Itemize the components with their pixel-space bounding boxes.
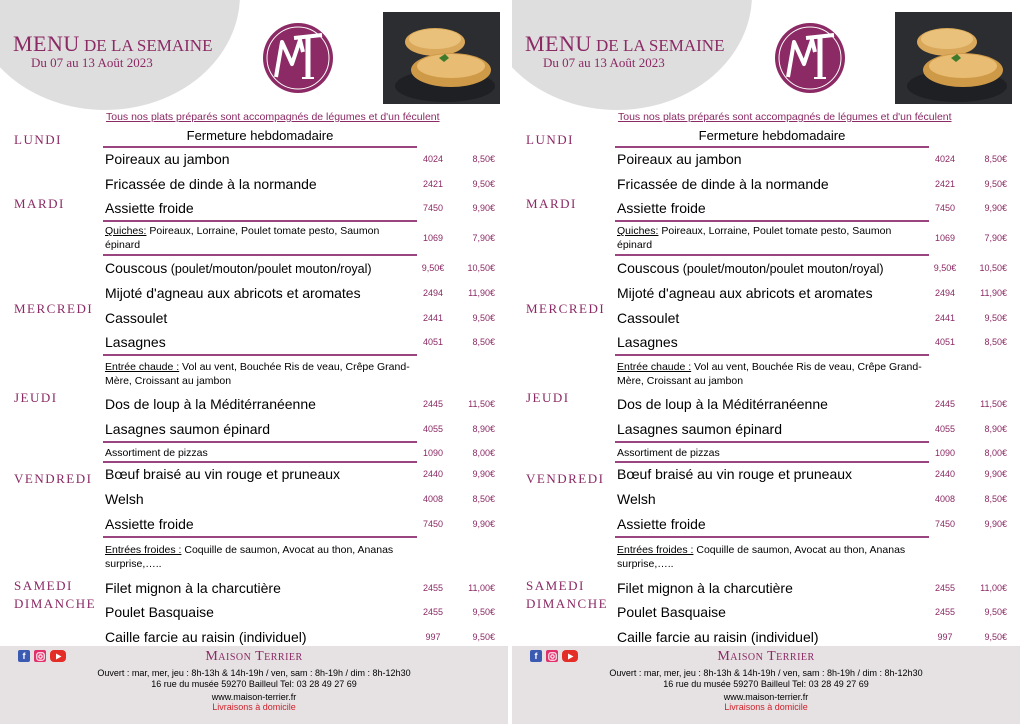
- item-code: 2445: [934, 399, 956, 409]
- item-price: 9,90€: [984, 519, 1007, 529]
- item-code: 7450: [422, 203, 444, 213]
- intro-note: Tous nos plats préparés sont accompagnés de légumes et d'un féculent: [106, 111, 440, 123]
- menu-item: Mijoté d'agneau aux abricots et aromates: [617, 285, 873, 301]
- day-jeudi: JEUDI: [14, 390, 58, 405]
- day-dimanche: DIMANCHE: [14, 596, 97, 611]
- menu-item-entrees-froides: [105, 543, 415, 571]
- menu-item: Poulet Basquaise: [105, 604, 214, 620]
- footer-website[interactable]: www.maison-terrier.fr: [723, 692, 809, 702]
- item-separator: [103, 461, 417, 463]
- item-code: 9,50€: [933, 263, 957, 273]
- footer-address: 16 rue du musée 59270 Bailleul Tel: 03 28 49 27 69: [663, 679, 869, 689]
- item-code: 4008: [422, 494, 444, 504]
- menu-item-quiches: [617, 224, 927, 252]
- item-price: 7,90€: [984, 233, 1007, 243]
- item-price: 9,50€: [984, 607, 1007, 617]
- menu-item: Lasagnes: [617, 334, 678, 350]
- menu-item: [105, 260, 415, 278]
- day-samedi: SAMEDI: [14, 578, 73, 593]
- item-code: 2494: [934, 288, 956, 298]
- menu-item: Poireaux au jambon: [617, 151, 742, 167]
- item-code: 2441: [422, 313, 444, 323]
- footer-delivery: Livraisons à domicile: [724, 702, 808, 712]
- day-mercredi: MERCREDI: [526, 301, 606, 316]
- item-description: Coquille de saumon, Avocat au thon, Ananas surprise,…..: [617, 544, 906, 570]
- menu-item: Assiette froide: [105, 516, 194, 532]
- item-price: 11,50€: [980, 399, 1007, 409]
- item-code: 2421: [934, 179, 956, 189]
- item-code: 997: [425, 632, 441, 642]
- item-code: 2445: [422, 399, 444, 409]
- menu-item: Welsh: [617, 491, 656, 507]
- item-separator: [615, 220, 929, 222]
- menu-page-right: [512, 0, 1020, 724]
- day-separator: [103, 441, 417, 443]
- menu-item: Assortiment de pizzas: [617, 447, 720, 459]
- maison-terrier-logo: [262, 22, 334, 94]
- dish-photo: [895, 12, 1012, 104]
- menu-item-entree-chaude: [105, 360, 415, 388]
- item-price: 8,50€: [472, 154, 495, 164]
- footer: [0, 646, 508, 724]
- day-separator: [615, 441, 929, 443]
- day-samedi: SAMEDI: [526, 578, 585, 593]
- closure-notice: Fermeture hebdomadaire: [186, 128, 334, 143]
- menu-item: Assiette froide: [617, 516, 706, 532]
- menu-item: Assiette froide: [105, 200, 194, 216]
- item-code: 4008: [934, 494, 956, 504]
- item-price: 8,50€: [984, 494, 1007, 504]
- menu-title: MENU DE LA SEMAINE: [525, 31, 725, 56]
- item-price: 8,50€: [984, 154, 1007, 164]
- item-price: 8,90€: [984, 424, 1007, 434]
- day-dimanche: DIMANCHE: [526, 596, 609, 611]
- footer-address: 16 rue du musée 59270 Bailleul Tel: 03 28 49 27 69: [151, 679, 357, 689]
- facebook-icon[interactable]: f: [18, 650, 30, 662]
- menu-item: Fricassée de dinde à la normande: [105, 176, 317, 192]
- item-separator: [103, 220, 417, 222]
- item-code: 7450: [422, 519, 444, 529]
- item-code: 4024: [934, 154, 956, 164]
- item-price: 9,90€: [984, 469, 1007, 479]
- menu-item: Mijoté d'agneau aux abricots et aromates: [105, 285, 361, 301]
- item-code: 4055: [422, 424, 444, 434]
- item-price: 8,00€: [984, 448, 1007, 458]
- day-separator: [103, 146, 417, 148]
- item-price: 9,90€: [472, 519, 495, 529]
- menu-item: Assortiment de pizzas: [105, 447, 208, 459]
- item-category-label: Entrée chaude :: [617, 361, 692, 373]
- footer-website[interactable]: www.maison-terrier.fr: [211, 692, 297, 702]
- item-code: 4024: [422, 154, 444, 164]
- menu-item: Dos de loup à la Méditérranéenne: [105, 396, 316, 412]
- item-code: 1090: [934, 448, 956, 458]
- item-price: 8,50€: [472, 337, 495, 347]
- menu-item: Caille farcie au raisin (individuel): [617, 629, 819, 645]
- day-separator: [103, 354, 417, 356]
- item-price: 9,50€: [984, 313, 1007, 323]
- item-price: 11,50€: [468, 399, 495, 409]
- menu-item: [617, 260, 927, 278]
- item-price: 9,50€: [472, 179, 495, 189]
- item-detail: (poulet/mouton/poulet mouton/royal): [167, 262, 372, 276]
- item-code: 2421: [422, 179, 444, 189]
- item-category-label: Entrées froides :: [105, 544, 182, 556]
- dish-photo: [383, 12, 500, 104]
- day-separator: [615, 536, 929, 538]
- day-vendredi: VENDREDI: [14, 471, 93, 486]
- menu-item: Lasagnes saumon épinard: [617, 421, 783, 437]
- facebook-icon[interactable]: f: [530, 650, 542, 662]
- menu-item: Poireaux au jambon: [105, 151, 230, 167]
- item-description: Coquille de saumon, Avocat au thon, Ananas surprise,…..: [105, 544, 394, 570]
- menu-dates: Du 07 au 13 Août 2023: [543, 55, 665, 70]
- day-vendredi: VENDREDI: [526, 471, 605, 486]
- footer-brand: Maison Terrier: [205, 649, 303, 664]
- day-lundi: LUNDI: [14, 132, 62, 147]
- item-code: 2494: [422, 288, 444, 298]
- item-price: 9,50€: [984, 632, 1007, 642]
- day-separator: [615, 254, 929, 256]
- day-lundi: LUNDI: [526, 132, 574, 147]
- day-mercredi: MERCREDI: [14, 301, 94, 316]
- item-price: 7,90€: [472, 233, 495, 243]
- item-price: 11,00€: [980, 583, 1007, 593]
- item-code: 9,50€: [421, 263, 445, 273]
- menu-page-left: [0, 0, 508, 724]
- menu-dates: Du 07 au 13 Août 2023: [31, 55, 153, 70]
- item-price: 9,50€: [984, 179, 1007, 189]
- item-code: 1090: [422, 448, 444, 458]
- day-jeudi: JEUDI: [526, 390, 570, 405]
- menu-item: Fricassée de dinde à la normande: [617, 176, 829, 192]
- item-price: 11,00€: [468, 583, 495, 593]
- item-price: 9,50€: [472, 632, 495, 642]
- item-price: 8,50€: [472, 494, 495, 504]
- item-code: 2440: [422, 469, 444, 479]
- item-name: Couscous: [105, 260, 168, 276]
- item-name: Couscous: [617, 260, 680, 276]
- item-code: 1069: [422, 233, 444, 243]
- item-description: Poireaux, Lorraine, Poulet tomate pesto, Saumon épinard: [617, 225, 892, 251]
- menu-item-quiches: [105, 224, 415, 252]
- day-separator: [615, 354, 929, 356]
- item-code: 1069: [934, 233, 956, 243]
- menu-item: Filet mignon à la charcutière: [617, 580, 793, 596]
- item-price: 10,50€: [979, 263, 1007, 273]
- footer-hours: Ouvert : mar, mer, jeu : 8h-13h & 14h-19h / ven, sam : 8h-19h / dim : 8h-12h30: [609, 668, 923, 678]
- footer: [512, 646, 1020, 724]
- item-price: 9,90€: [472, 469, 495, 479]
- item-code: 4051: [934, 337, 956, 347]
- item-code: 4051: [422, 337, 444, 347]
- closure-notice: Fermeture hebdomadaire: [698, 128, 846, 143]
- item-description: Vol au vent, Bouchée Ris de veau, Crêpe Grand-Mère, Croissant au jambon: [617, 361, 922, 387]
- item-detail: (poulet/mouton/poulet mouton/royal): [679, 262, 884, 276]
- item-category-label: Quiches:: [105, 225, 147, 237]
- item-category-label: Quiches:: [617, 225, 659, 237]
- item-code: 2455: [934, 583, 956, 593]
- menu-item: Cassoulet: [105, 310, 168, 326]
- footer-brand: Maison Terrier: [717, 649, 815, 664]
- item-description: Vol au vent, Bouchée Ris de veau, Crêpe Grand-Mère, Croissant au jambon: [105, 361, 410, 387]
- item-category-label: Entrée chaude :: [105, 361, 180, 373]
- menu-item: Lasagnes saumon épinard: [105, 421, 271, 437]
- item-separator: [615, 461, 929, 463]
- item-code: 7450: [934, 519, 956, 529]
- menu-item: Poulet Basquaise: [617, 604, 726, 620]
- menu-item: Filet mignon à la charcutière: [105, 580, 281, 596]
- item-price: 9,90€: [984, 203, 1007, 213]
- item-code: 2441: [934, 313, 956, 323]
- menu-item: Bœuf braisé au vin rouge et pruneaux: [617, 466, 853, 482]
- day-mardi: MARDI: [526, 196, 577, 211]
- menu-title: MENU DE LA SEMAINE: [13, 31, 213, 56]
- item-price: 9,50€: [472, 607, 495, 617]
- item-price: 8,90€: [472, 424, 495, 434]
- item-price: 8,50€: [984, 337, 1007, 347]
- item-price: 9,90€: [472, 203, 495, 213]
- menu-item: Welsh: [105, 491, 144, 507]
- maison-terrier-logo: [774, 22, 846, 94]
- menu-item: Caille farcie au raisin (individuel): [105, 629, 307, 645]
- day-separator: [103, 536, 417, 538]
- item-code: 997: [937, 632, 953, 642]
- menu-item: Dos de loup à la Méditérranéenne: [617, 396, 828, 412]
- day-separator: [103, 254, 417, 256]
- item-price: 11,90€: [980, 288, 1007, 298]
- item-category-label: Entrées froides :: [617, 544, 694, 556]
- item-price: 11,90€: [468, 288, 495, 298]
- item-price: 8,00€: [472, 448, 495, 458]
- item-code: 2455: [422, 583, 444, 593]
- intro-note: Tous nos plats préparés sont accompagnés de légumes et d'un féculent: [618, 111, 952, 123]
- item-code: 2455: [934, 607, 956, 617]
- footer-delivery: Livraisons à domicile: [212, 702, 296, 712]
- item-code: 2440: [934, 469, 956, 479]
- footer-hours: Ouvert : mar, mer, jeu : 8h-13h & 14h-19h / ven, sam : 8h-19h / dim : 8h-12h30: [97, 668, 411, 678]
- item-price: 10,50€: [467, 263, 495, 273]
- menu-item: Bœuf braisé au vin rouge et pruneaux: [105, 466, 341, 482]
- menu-item-entrees-froides: [617, 543, 927, 571]
- menu-item: Lasagnes: [105, 334, 166, 350]
- menu-item-entree-chaude: [617, 360, 927, 388]
- item-code: 4055: [934, 424, 956, 434]
- item-code: 2455: [422, 607, 444, 617]
- day-mardi: MARDI: [14, 196, 65, 211]
- menu-item: Assiette froide: [617, 200, 706, 216]
- day-separator: [615, 146, 929, 148]
- item-code: 7450: [934, 203, 956, 213]
- item-price: 9,50€: [472, 313, 495, 323]
- menu-item: Cassoulet: [617, 310, 680, 326]
- item-description: Poireaux, Lorraine, Poulet tomate pesto, Saumon épinard: [105, 225, 380, 251]
